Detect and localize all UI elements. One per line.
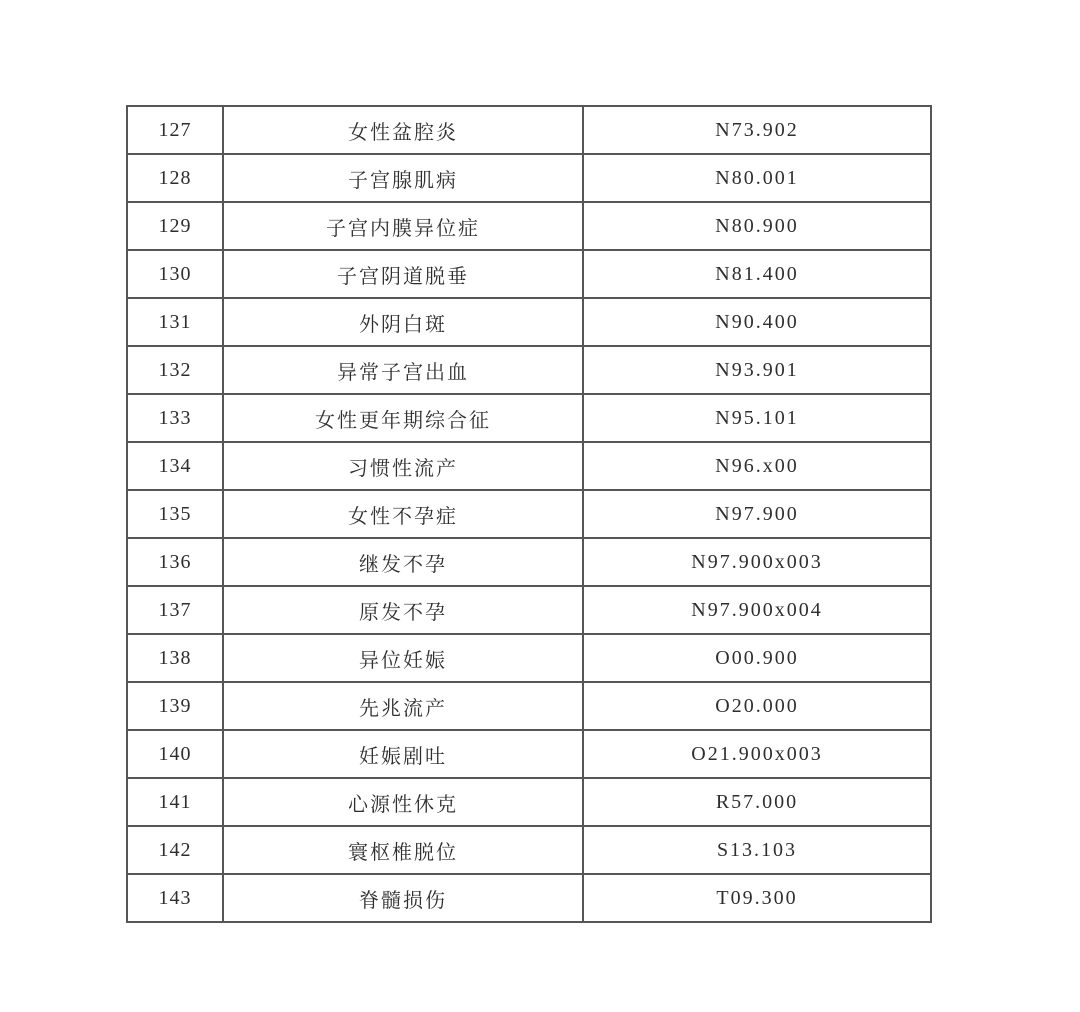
disease-name-cell: 子宫腺肌病	[223, 154, 583, 202]
disease-code-cell: N80.900	[583, 202, 931, 250]
disease-name-cell: 异常子宫出血	[223, 346, 583, 394]
row-index-cell: 130	[127, 250, 223, 298]
disease-code-cell: S13.103	[583, 826, 931, 874]
disease-code-cell: N96.x00	[583, 442, 931, 490]
table-row	[127, 442, 931, 490]
disease-code-cell: T09.300	[583, 874, 931, 922]
table-row	[127, 250, 931, 298]
disease-code-cell: N73.902	[583, 106, 931, 154]
row-index-cell: 127	[127, 106, 223, 154]
disease-name-cell: 女性更年期综合征	[223, 394, 583, 442]
disease-code-cell: N97.900x004	[583, 586, 931, 634]
table-row	[127, 826, 931, 874]
table-row	[127, 298, 931, 346]
table-row	[127, 586, 931, 634]
disease-name-cell: 脊髓损伤	[223, 874, 583, 922]
table-row	[127, 106, 931, 154]
table-row	[127, 346, 931, 394]
disease-name-cell: 子宫阴道脱垂	[223, 250, 583, 298]
disease-name-cell: 先兆流产	[223, 682, 583, 730]
table-row	[127, 874, 931, 922]
disease-code-cell: O20.000	[583, 682, 931, 730]
row-index-cell: 142	[127, 826, 223, 874]
disease-name-cell: 继发不孕	[223, 538, 583, 586]
disease-name-cell: 子宫内膜异位症	[223, 202, 583, 250]
row-index-cell: 129	[127, 202, 223, 250]
row-index-cell: 132	[127, 346, 223, 394]
table-body	[127, 106, 931, 922]
row-index-cell: 140	[127, 730, 223, 778]
disease-code-cell: N95.101	[583, 394, 931, 442]
row-index-cell: 138	[127, 634, 223, 682]
disease-name-cell: 寰枢椎脱位	[223, 826, 583, 874]
disease-name-cell: 原发不孕	[223, 586, 583, 634]
row-index-cell: 141	[127, 778, 223, 826]
row-index-cell: 134	[127, 442, 223, 490]
disease-name-cell: 心源性休克	[223, 778, 583, 826]
table-row	[127, 490, 931, 538]
row-index-cell: 139	[127, 682, 223, 730]
table-row	[127, 682, 931, 730]
disease-code-cell: O21.900x003	[583, 730, 931, 778]
disease-code-cell: N97.900x003	[583, 538, 931, 586]
disease-name-cell: 女性不孕症	[223, 490, 583, 538]
disease-code-cell: N90.400	[583, 298, 931, 346]
table-row	[127, 634, 931, 682]
disease-code-cell: R57.000	[583, 778, 931, 826]
disease-code-cell: N80.001	[583, 154, 931, 202]
table-row	[127, 394, 931, 442]
table-row	[127, 202, 931, 250]
disease-name-cell: 妊娠剧吐	[223, 730, 583, 778]
row-index-cell: 128	[127, 154, 223, 202]
disease-name-cell: 外阴白斑	[223, 298, 583, 346]
row-index-cell: 143	[127, 874, 223, 922]
disease-code-cell: O00.900	[583, 634, 931, 682]
disease-code-table	[126, 105, 932, 923]
table-row	[127, 538, 931, 586]
disease-name-cell: 异位妊娠	[223, 634, 583, 682]
disease-name-cell: 习惯性流产	[223, 442, 583, 490]
row-index-cell: 136	[127, 538, 223, 586]
disease-code-cell: N97.900	[583, 490, 931, 538]
table-row	[127, 730, 931, 778]
row-index-cell: 133	[127, 394, 223, 442]
table-row	[127, 154, 931, 202]
disease-code-cell: N93.901	[583, 346, 931, 394]
row-index-cell: 131	[127, 298, 223, 346]
row-index-cell: 137	[127, 586, 223, 634]
disease-code-cell: N81.400	[583, 250, 931, 298]
table-row	[127, 778, 931, 826]
row-index-cell: 135	[127, 490, 223, 538]
disease-name-cell: 女性盆腔炎	[223, 106, 583, 154]
